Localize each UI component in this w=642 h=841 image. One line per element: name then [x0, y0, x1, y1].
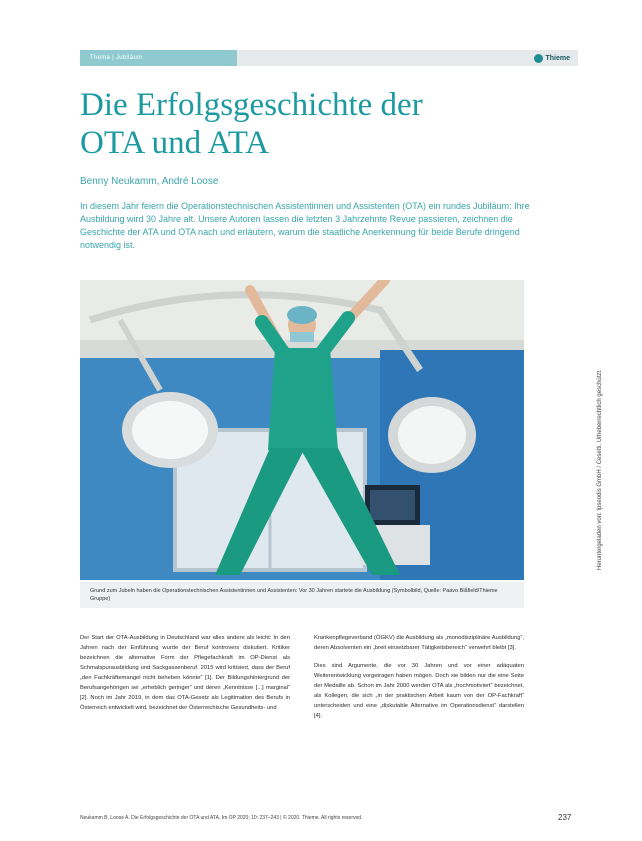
header-bar — [80, 50, 578, 66]
caption-box — [80, 582, 524, 608]
thieme-logo-icon — [534, 54, 543, 63]
authors: Benny Neukamm, André Loose — [80, 176, 219, 187]
photo-caption: Grund zum Jubeln haben die Operationstechnischen Assistentinnen und Assistenten: Vor 30 Jahren startete die Ausbildung (Symbolbild, Quelle: Paavo Blåfield/Thieme Gruppe) — [90, 588, 498, 602]
body-column-right — [314, 633, 524, 729]
operating-room-illustration — [80, 280, 524, 580]
download-notice: Heruntergeladen von: Ipseodis GmbH / Cesetti. Urheberrechtlich geschützt. — [597, 369, 603, 570]
body-paragraph: Krankenpflegeverband (ÖGKV) die Ausbildung als „monodisziplinäre Ausbildung“, deren Absolventen ein „breit einsetzbarer Tätigkeitsbereich“ verwehrt bleibt [3]. — [314, 635, 524, 651]
title-line-1: Die Erfolgsgeschichte der — [80, 87, 423, 123]
body-column-left — [80, 633, 290, 721]
body-paragraph: Der Start der OTA-Ausbildung in Deutschland war alles andere als leicht: In den Jahren nach der Einführung wurde der Beruf kontrovers diskutiert. Kritiker bezeichnen die alternative Form der Pflegefachkraft im OP-Dienst als Schmalspurausbildung und Sackgassenberuf. 2015 wird kritisiert, dass der Beruf „den Fachkräftemangel nicht beheben könnte“ [1]. Der Bildungshintergrund der Berufsangehörigen sei „erheblich geringer“ und deren „Kenntnisse [...] marginal“ [2]. Noch im Jahr 2019, in dem das OTA-Gesetz als Legitimation des Berufs in Österreich entwickelt wird, bezeichnet der Österreichische Gesundheits- und — [80, 635, 290, 711]
article-title — [80, 86, 560, 162]
article-photo — [80, 280, 524, 580]
body-paragraph: Dies sind Argumente, die vor 30 Jahren und vor einer adäquaten Weiterentwicklung vorgetragen haben mögen. Doch sie bilden nur die eine Seite der Medaille ab. Schon im Jahr 2000 werden OTA als „hochmotiviert“ bezeichnet, als Kollegen, die sich „in der praktischen Arbeit kaum von der OP-Fachkraft“ unterscheiden und eine „diskutable Alternative im Operationsdienst“ darstellen [4]. — [314, 663, 524, 719]
brand-name: Thieme — [545, 54, 570, 62]
page-number: 237 — [558, 813, 572, 822]
footer-citation: Neukamm B, Loose A. Die Erfolgsgeschichte der OTA und ATA. Im OP 2020; 10: 237–243 | © 2020. Thieme. All rights reserved. — [80, 815, 363, 821]
lead-paragraph: In diesem Jahr feiern die Operationstechnischen Assistentinnen und Assistenten (OTA) ein rundes Jubiläum: Ihre Ausbildung wird 30 Jahre alt. Unsere Autoren lassen die letzten 3 Jahrzehnte Revue passieren, zeichnen die Geschichte der ATA und OTA nach und erläutern, warum die staatliche Anerkennung für beide Berufe dringend notwendig ist. — [80, 201, 530, 250]
title-line-2: OTA und ATA — [80, 125, 270, 161]
brand-logo — [534, 52, 570, 64]
section-tag: Thema | Jubiläum — [80, 50, 237, 66]
